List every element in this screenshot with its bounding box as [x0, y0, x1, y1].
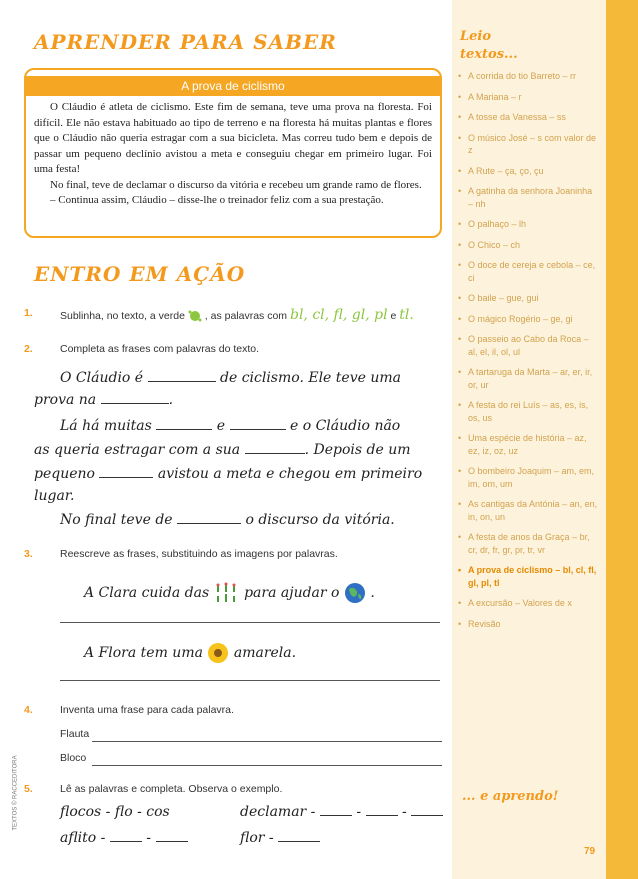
sidebar-item: • A gatinha da senhora Joaninha – nh: [458, 185, 598, 210]
q3-sentence-2: A Flora tem uma amarela.: [84, 642, 296, 664]
sidebar-item: • A festa do rei Luís – as, es, is, os, us: [458, 399, 598, 424]
sidebar-item: • O bombeiro Joaquim – am, em, im, om, um: [458, 465, 598, 490]
sidebar-item: • A Mariana – r: [458, 91, 598, 104]
sidebar-title: Leio textos...: [460, 29, 518, 62]
q2-line-1: O Cláudio é de ciclismo. Ele teve uma: [60, 370, 401, 386]
q1-text: Sublinha, no texto, a verde: [60, 310, 185, 322]
heading-aprender: APRENDER PARA SABER: [34, 30, 337, 54]
q3-sentence-1: A Clara cuida das para ajudar o .: [84, 582, 375, 604]
answer-blank[interactable]: [148, 380, 216, 382]
story-paragraph: O Cláudio é atleta de ciclismo. Este fim de semana, teve uma prova na floresta. Foi difícil. Ele não estava habituado ao tipo de terreno e na floresta há muitas plantas e flores que o Cláudio não queria estragar com a sua bicicleta. Mas correu tudo bem e depois de passar um pequeno declínio avistou a meta e conseguiu chegar em primeiro lugar. Foi uma festa!: [34, 101, 432, 175]
sidebar-item: • O palhaço – lh: [458, 218, 598, 231]
answer-blank[interactable]: [366, 814, 398, 816]
question-4: [12, 704, 452, 724]
q2-line-6: lugar.: [34, 488, 75, 504]
q2-line-4: as queria estragar com a sua . Depois de um: [34, 442, 411, 458]
story-title: A prova de ciclismo: [26, 76, 440, 96]
sidebar-strip: [606, 0, 638, 879]
answer-blank[interactable]: [177, 522, 241, 524]
question-number: 2.: [24, 343, 33, 355]
plants-icon: [214, 582, 240, 604]
sidebar-item: • Revisão: [458, 618, 598, 631]
q1-letters-last: tl.: [399, 307, 414, 323]
sidebar-item: • As cantigas da Antónia – an, en, in, on, un: [458, 498, 598, 523]
sidebar-item: • A excursão – Valores de x: [458, 597, 598, 610]
story-text: [34, 100, 432, 209]
q5-item: aflito - -: [60, 830, 188, 846]
answer-blank[interactable]: [110, 840, 142, 842]
q5-item: flor -: [240, 830, 320, 846]
q3-text: Reescreve as frases, substituindo as imagens por palavras.: [60, 548, 338, 560]
answer-blank[interactable]: [230, 428, 286, 430]
question-1: [12, 307, 452, 327]
story-paragraph: – Continua assim, Cláudio – disse-lhe o treinador feliz com a sua prestação.: [50, 194, 384, 206]
q2-line-3: Lá há muitas e e o Cláudio não: [60, 418, 401, 434]
sidebar-item: • O doce de cereja e cebola – ce, ci: [458, 259, 598, 284]
question-2: [12, 343, 452, 363]
answer-line[interactable]: [92, 741, 442, 742]
q2-text: Completa as frases com palavras do texto.: [60, 343, 260, 355]
sunflower-icon: [207, 642, 229, 664]
answer-blank[interactable]: [101, 402, 169, 404]
sidebar-item: • A Rute – ça, ço, çu: [458, 165, 598, 178]
answer-blank[interactable]: [278, 840, 320, 842]
q2-line-2: prova na .: [34, 392, 174, 408]
answer-blank[interactable]: [156, 840, 188, 842]
sidebar-item: • A tosse da Vanessa – ss: [458, 111, 598, 124]
answer-blank[interactable]: [320, 814, 352, 816]
sidebar-item: • O passeio ao Cabo da Roca – al, el, il, ol, ul: [458, 333, 598, 358]
q5-example: flocos - flo - cos: [60, 804, 170, 820]
q5-item: declamar - - -: [240, 804, 443, 820]
q1-text: , as palavras com: [204, 310, 288, 322]
question-number: 4.: [24, 704, 33, 716]
sidebar-item: • O Chico – ch: [458, 239, 598, 252]
sidebar-item: • A tartaruga da Marta – ar, er, ir, or, ur: [458, 366, 598, 391]
sidebar-item: • Uma espécie de história – az, ez, iz, oz, uz: [458, 432, 598, 457]
answer-line[interactable]: [60, 680, 440, 681]
q4-text: Inventa uma frase para cada palavra.: [60, 704, 234, 716]
q1-letters: bl, cl, fl, gl, pl: [289, 307, 388, 323]
vertical-note: TEXTOS © RACCEDITORA: [12, 755, 19, 831]
page-number: 79: [584, 846, 596, 857]
answer-blank[interactable]: [156, 428, 212, 430]
question-number: 5.: [24, 783, 33, 795]
answer-blank[interactable]: [245, 452, 305, 454]
earth-icon: [344, 582, 366, 604]
sidebar-item: • A prova de ciclismo – bl, cl, fl, gl, pl, tl: [458, 564, 598, 589]
story-paragraph: No final, teve de declamar o discurso da vitória e recebeu um grande ramo de flores.: [50, 178, 422, 191]
sidebar-item: • O baile – gue, gui: [458, 292, 598, 305]
sidebar-item: • A corrida do tio Barreto – rr: [458, 70, 598, 83]
q4-word: Bloco: [60, 752, 87, 764]
answer-blank[interactable]: [99, 476, 153, 478]
answer-line[interactable]: [60, 622, 440, 623]
q2-line-5: pequeno avistou a meta e chegou em primeiro: [34, 466, 423, 482]
q5-text: Lê as palavras e completa. Observa o exemplo.: [60, 783, 283, 795]
q4-word: Flauta: [60, 728, 90, 740]
sidebar-item: • A festa de anos da Graça – br, cr, dr, fr, gr, pr, tr, vr: [458, 531, 598, 556]
heading-entro: ENTRO EM AÇÃO: [34, 262, 246, 286]
question-5: [12, 783, 452, 803]
question-3: [12, 548, 452, 568]
q1-text: e: [390, 310, 397, 322]
question-number: 3.: [24, 548, 33, 560]
question-number: 1.: [24, 307, 33, 319]
answer-blank[interactable]: [411, 814, 443, 816]
green-splash-icon: [188, 309, 202, 323]
sidebar-footer: ... e aprendo!: [462, 789, 559, 804]
sidebar-list: [458, 70, 598, 638]
sidebar-item: • O mágico Rogério – ge, gi: [458, 313, 598, 326]
q2-line-7: No final teve de o discurso da vitória.: [60, 512, 395, 528]
sidebar-item: • O músico José – s com valor de z: [458, 132, 598, 157]
answer-line[interactable]: [92, 765, 442, 766]
